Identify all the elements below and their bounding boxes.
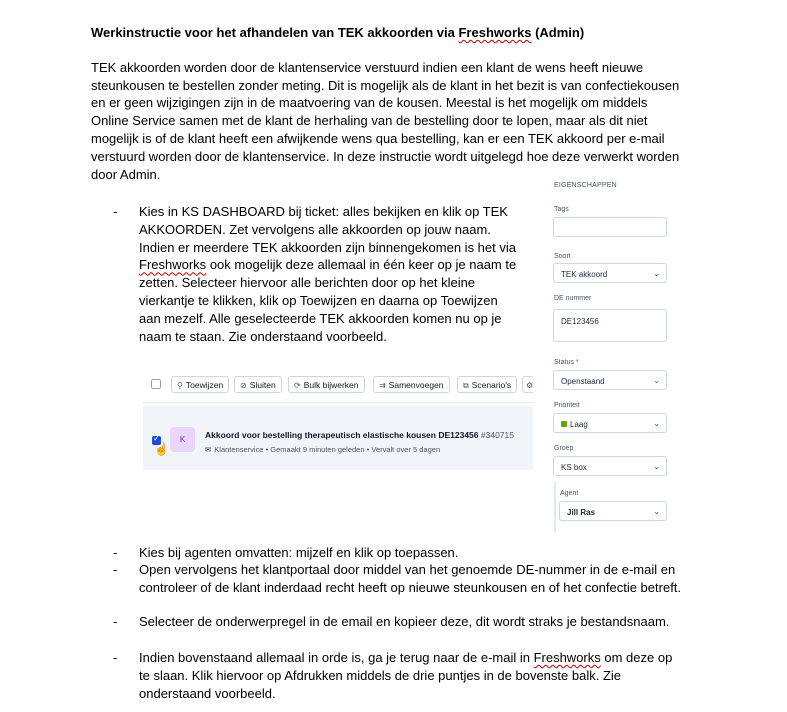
intro-paragraph [91, 59, 696, 184]
status-label-text: Status [554, 359, 574, 366]
chevron-down-icon: ⌄ [653, 419, 660, 428]
step-5 [139, 649, 739, 702]
bulk-update-label: Bulk bijwerken [303, 380, 359, 390]
bullet-marker: - [113, 650, 118, 665]
bullet-marker: - [113, 562, 118, 577]
avatar: K [170, 427, 195, 452]
intro-line: en er geen wijzigingen zijn in de maatvoering van de kousen. Meestal is het mogelijk om middels [91, 95, 648, 111]
step-line: Indien er meerdere TEK akkoorden zijn binnengekomen is het via [139, 239, 516, 255]
ticket-list-screenshot [143, 366, 533, 470]
properties-title: EIGENSCHAPPEN [554, 182, 617, 189]
title-brand: Freshworks [458, 25, 532, 40]
chevron-down-icon: ⌄ [653, 269, 660, 278]
bulk-toolbar [143, 366, 533, 403]
properties-panel [546, 176, 686, 532]
step-2: Kies bij agenten omvatten: mijzelf en klik op toepassen. [139, 545, 459, 560]
step-line: naam te staan. Zie onderstaand voorbeeld. [139, 328, 387, 344]
ticket-subject-text: Akkoord voor bestelling therapeutisch elastische kousen DE123456 [205, 430, 479, 440]
chevron-down-icon: ⌄ [653, 507, 660, 516]
step-line: aan mezelf. Alle geselecteerde TEK akkoorden komen nu op je [139, 310, 502, 326]
ticket-number: #340715 [480, 430, 514, 440]
prioriteit-label: Prioriteit [554, 402, 580, 409]
bullet-marker: - [113, 614, 118, 629]
settings-icon: ⚙ [526, 381, 533, 390]
refresh-icon: ⟳ [294, 381, 301, 390]
status-value: Openstaand [561, 377, 605, 386]
step-line [139, 256, 539, 274]
close-button[interactable] [234, 376, 282, 393]
step-line: Kies in KS DASHBOARD bij ticket: alles bekijken en klik op TEK [139, 204, 508, 219]
soort-label: Soort [554, 253, 571, 260]
step-line: Open vervolgens het klantportaal door middel van het genoemde DE-nummer in de e-mail en [139, 562, 676, 577]
chevron-down-icon: ⌄ [653, 462, 660, 471]
agent-select[interactable] [559, 501, 667, 521]
scenario-icon: ⧉ [463, 381, 469, 390]
agent-section-divider [554, 482, 556, 532]
brand-name: Freshworks [139, 257, 207, 273]
de-number-label: DE nummer [554, 295, 592, 302]
intro-line: door Admin. [91, 166, 161, 182]
status-select[interactable] [553, 370, 667, 390]
step-line-text: Indien bovenstaand allemaal in orde is, ga je terug naar de e-mail in [139, 650, 534, 665]
agent-label: Agent [560, 490, 579, 497]
merge-icon: ⇉ [379, 381, 386, 390]
prioriteit-value [561, 420, 588, 429]
bullet-marker: - [113, 545, 118, 560]
tags-label: Tags [554, 206, 569, 213]
step-line-text: om deze op [600, 650, 673, 665]
prioriteit-value-text: Laag [570, 420, 588, 429]
step-4: Selecteer de onderwerpregel in de email en kopieer deze, dit wordt straks je bestandsnaam. [139, 614, 670, 629]
status-label [554, 359, 579, 366]
groep-value: KS box [561, 463, 587, 472]
agent-value: Jill Ras [567, 508, 596, 517]
more-button[interactable] [522, 376, 533, 393]
merge-button[interactable] [373, 376, 450, 393]
hand-cursor-icon: ☝ [154, 442, 169, 456]
step-line: onderstaand voorbeeld. [139, 685, 276, 701]
user-icon: ⚲ [177, 381, 183, 390]
document-body [91, 24, 701, 183]
assign-button[interactable] [171, 376, 229, 393]
prioriteit-select[interactable] [553, 413, 667, 433]
document-title [91, 24, 701, 42]
assign-label: Toewijzen [185, 380, 224, 390]
groep-label: Groep [554, 445, 574, 452]
intro-line: steunkousen te bestellen zonder meting. Dit is mogelijk als de klant in het bezit is van confectiekousen [91, 77, 680, 93]
ticket-group: Klantenservice [214, 445, 264, 454]
scenarios-label: Scenario's [471, 380, 512, 390]
groep-select[interactable] [553, 456, 667, 476]
brand-name: Freshworks [533, 650, 601, 665]
soort-select[interactable] [553, 263, 667, 283]
tags-input[interactable] [553, 217, 667, 237]
intro-line: Online Service samen met de klant de herhaling van de bestelling door te lopen, maar als dit niet [91, 113, 648, 129]
close-label: Sluiten [249, 380, 276, 390]
step-3 [139, 561, 739, 597]
ticket-meta [205, 445, 440, 454]
envelope-icon: ✉ [205, 445, 212, 454]
merge-label: Samenvoegen [388, 380, 444, 390]
required-marker: * [575, 359, 579, 366]
ticket-row[interactable] [143, 406, 533, 470]
de-number-value: DE123456 [561, 317, 599, 326]
intro-line: mogelijk is of de klant heeft een afwijkende wens qua bestelling, kan er een TEK akkoord per e-mail [91, 130, 665, 146]
step-line [139, 649, 739, 667]
soort-value: TEK akkoord [561, 270, 608, 279]
close-circle-icon: ⊘ [240, 381, 247, 390]
select-all-checkbox[interactable] [151, 379, 161, 389]
ticket-subject[interactable] [205, 430, 514, 440]
scenarios-button[interactable] [457, 376, 517, 393]
bulk-update-button[interactable] [288, 376, 365, 393]
bullet-marker: - [113, 204, 118, 219]
step-line: AKKOORDEN. Zet vervolgens alle akkoorden op jouw naam. [139, 221, 491, 237]
intro-line: verstuurd worden door de klantenservice. In deze instructie wordt uitgelegd hoe deze verwerkt worden [91, 148, 680, 164]
intro-line: TEK akkoorden worden door de klantenservice verstuurd indien een klant de wens heeft nieuwe [91, 59, 644, 75]
priority-square-icon [561, 421, 567, 427]
title-prefix: Werkinstructie voor het afhandelen van TEK akkoorden via [91, 25, 459, 40]
ticket-meta-text: • Gemaakt 9 minuten geleden • Vervalt over 5 dagen [265, 445, 441, 454]
step-line: vierkantje te klikken, klik op Toewijzen en daarna op Toewijzen [139, 292, 498, 308]
title-suffix: (Admin) [531, 25, 585, 40]
check-icon: ✓ [153, 434, 160, 443]
step-line: zetten. Selecteer hiervoor alle berichten door op het kleine [139, 275, 476, 291]
step-line: controleer of de klant inderdaad recht heeft op nieuwe steunkousen en of het confectie betreft. [139, 579, 682, 595]
step-1 [139, 203, 539, 345]
step-line: te slaan. Klik hiervoor op Afdrukken middels de drie puntjes in de bovenste balk. Zie [139, 667, 621, 683]
de-number-field[interactable] [553, 309, 667, 342]
step-line-text: ook mogelijk deze allemaal in één keer op je naam te [209, 257, 517, 273]
chevron-down-icon: ⌄ [653, 376, 660, 385]
